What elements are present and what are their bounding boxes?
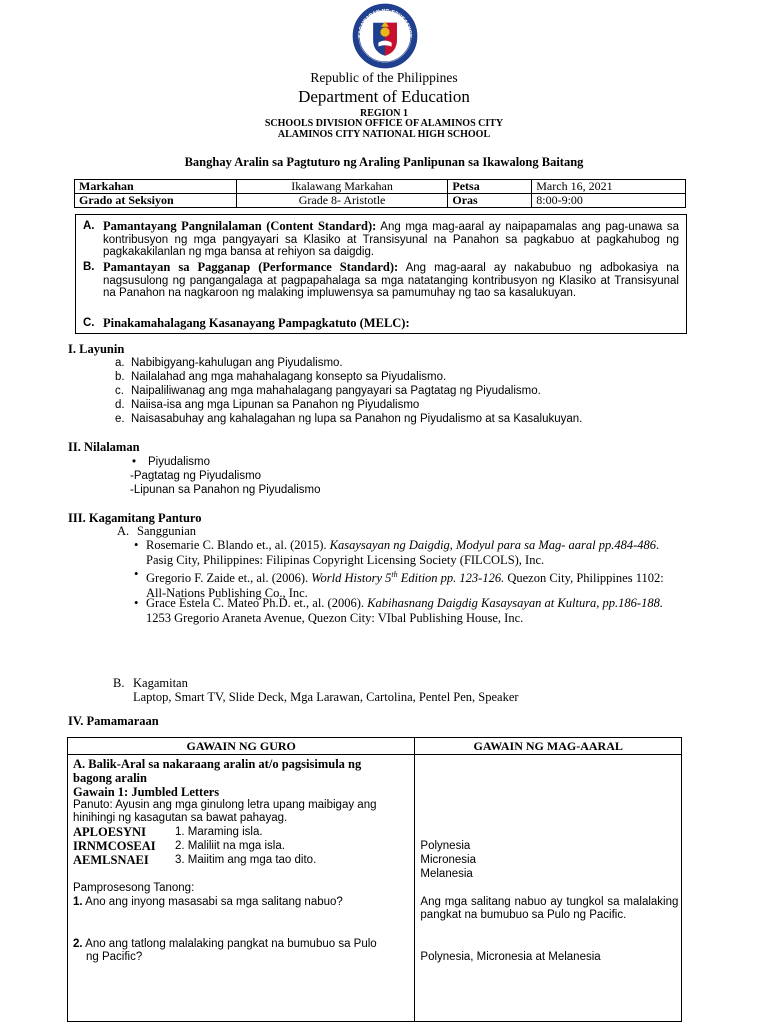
jumbled-word: APLOESYNI xyxy=(73,825,146,839)
content-standard-marker: A. xyxy=(83,220,95,232)
melc-marker: C. xyxy=(83,317,95,329)
performance-standard xyxy=(83,261,679,300)
nilalaman-sub: -Pagtatag ng Piyudalismo xyxy=(130,470,262,482)
bullet-icon: • xyxy=(132,456,137,468)
panuto-text: Panuto: Ayusin ang mga ginulong letra upang maibigay ang hinihingi ng kasagutan sa bawat pahayag. xyxy=(73,799,377,824)
col-header-guro: GAWAIN NG GURO xyxy=(68,738,415,755)
kagamitan-panturo-heading: III. Kagamitang Panturo xyxy=(68,511,202,525)
guro-cell xyxy=(68,755,415,1022)
balik-aral-line1: A. Balik-Aral sa nakaraang aralin at/o pagsisimula ng xyxy=(73,757,362,771)
answer-1: Ang mga salitang nabuo ay tungkol sa malalaking pangkat na bumubuo sa Pulo ng Pacific. xyxy=(420,896,679,922)
balik-aral-line2: bagong aralin xyxy=(73,771,147,785)
question-2-line2: ng Pacific? xyxy=(86,951,143,963)
content-standard-text: Ang mga mag-aaral ay naipapamalas ang pag-unawa sa kontribusyon ng mga pangyayari sa Klasiko at Transisyunal na Panahon sa pagkabuo at pagkahubog ng pagkakakilanlan ng mga bansa at rehiyon sa daigdig. xyxy=(103,221,679,259)
seal-ring-bottom: REPUBLIKA NG PILIPINAS xyxy=(366,48,404,61)
oras-label: Oras xyxy=(448,194,532,208)
region-line: REGION 1 xyxy=(359,108,409,119)
petsa-value: March 16, 2021 xyxy=(532,180,686,194)
layunin-item: c. Naipaliliwanag ang mga mahahalagang pangyayari sa Pagtatag ng Piyudalismo. xyxy=(115,385,541,397)
jumbled-word: IRNMCOSEAI xyxy=(73,839,156,853)
petsa-label: Petsa xyxy=(448,180,532,194)
jumbled-clue: 3. Maiitim ang mga tao dito. xyxy=(175,854,317,866)
nilalaman-main: • Piyudalismo xyxy=(132,456,210,468)
sanggunian-label: A. Sanggunian xyxy=(117,524,197,538)
answer-2: Polynesia, Micronesia at Melanesia xyxy=(420,951,601,963)
content-standard xyxy=(83,220,679,259)
bullet-icon: • xyxy=(134,567,139,581)
reference-item: • Gregorio F. Zaide et., al. (2006). World History 5th Edition pp. 123-126. Quezon City, Philippines 1102: All-Nations Publishing Co., Inc. xyxy=(134,567,664,601)
reference-item: • Grace Estela C. Mateo Ph.D. et., al. (2006). Kabihasnang Daigdig Kasaysayan at Kultura, pp.186-188. 1253 Gregorio Araneta Avenue, Quezon City: VIbal Publishing House, Inc. xyxy=(134,596,663,625)
layunin-item: e. Naisasabuhay ang kahalagahan ng lupa sa Panahon ng Piyudalismo at sa Kasalukuyan. xyxy=(115,413,583,425)
standards-box xyxy=(75,214,687,334)
content-standard-heading: Pamantayang Pangnilalaman (Content Standard): xyxy=(103,219,377,233)
division-line: SCHOOLS DIVISION OFFICE OF ALAMINOS CITY xyxy=(264,118,504,129)
lesson-plan-title: Banghay Aralin sa Pagtuturo ng Araling Panlipunan sa Ikawalong Baitang xyxy=(184,155,584,169)
layunin-item: b. Nailalahad ang mga mahahalagang konsepto sa Piyudalismo. xyxy=(115,371,447,383)
bullet-icon: • xyxy=(134,596,139,610)
performance-standard-text: Ang mag-aaral ay nakabubuo ng adbokasiya na nagsusulong ng pangangalaga at pagpapahalaga sa mga natatanging kontribusyon ng Klasiko at Transisyunal na Panahon na nagkaroon ng malaking impluwensya sa pamumuhay ng tao sa kasalukuyan. xyxy=(103,262,679,300)
pamprosesong-label: Pamprosesong Tanong: xyxy=(73,882,195,894)
info-table xyxy=(74,179,686,208)
info-row-markahan xyxy=(75,180,686,194)
bullet-icon: • xyxy=(134,538,139,552)
magaaral-cell xyxy=(415,755,682,1022)
school-line: ALAMINOS CITY NATIONAL HIGH SCHOOL xyxy=(277,129,491,140)
col-header-magaaral: GAWAIN NG MAG-AARAL xyxy=(415,738,682,755)
layunin-item: a. Nabibigyang-kahulugan ang Piyudalismo. xyxy=(115,357,343,369)
oras-value: 8:00-9:00 xyxy=(532,194,686,208)
grado-label: Grado at Seksiyon xyxy=(75,194,237,208)
markahan-label: Markahan xyxy=(75,180,237,194)
gawain-title: Gawain 1: Jumbled Letters xyxy=(73,785,220,799)
jumbled-clue: 1. Maraming isla. xyxy=(175,826,263,838)
markahan-value: Ikalawang Markahan xyxy=(236,180,448,194)
jumbled-clue: 2. Maliliit na mga isla. xyxy=(175,840,285,852)
melc-heading: Pinakamahalagang Kasanayang Pampagkatuto (MELC): xyxy=(103,316,410,330)
seal-sun-icon xyxy=(380,27,389,36)
department-title: Department of Education xyxy=(298,87,470,106)
pamamaraan-table xyxy=(67,737,682,1022)
performance-standard-heading: Pamantayan sa Pagganap (Performance Standard): xyxy=(103,260,399,274)
answer-word: Micronesia xyxy=(420,854,477,866)
question-1: 1. Ano ang inyong masasabi sa mga salitang nabuo? xyxy=(73,896,343,908)
nilalaman-heading: II. Nilalaman xyxy=(68,440,140,454)
question-2-line1: 2. Ano ang tatlong malalaking pangkat na bumubuo sa Pulo xyxy=(73,938,377,950)
melc xyxy=(83,317,679,331)
layunin-heading: I. Layunin xyxy=(68,342,125,356)
kagamitan-label: B. Kagamitan xyxy=(113,676,188,690)
seal-ring-top: KAGAWARAN NG EDUKASYON xyxy=(358,9,412,38)
nilalaman-sub: -Lipunan sa Panahon ng Piyudalismo xyxy=(130,484,321,496)
kagamitan-items: Laptop, Smart TV, Slide Deck, Mga Larawan, Cartolina, Pentel Pen, Speaker xyxy=(133,690,519,704)
answer-word: Polynesia xyxy=(420,840,471,852)
jumbled-word: AEMLSNAEI xyxy=(73,853,149,867)
layunin-item: d. Naiisa-isa ang mga Lipunan sa Panahon ng Piyudalismo xyxy=(115,399,420,411)
info-row-grado xyxy=(75,194,686,208)
answer-word: Melanesia xyxy=(420,868,473,880)
reference-item: • Rosemarie C. Blando et., al. (2015). Kasaysayan ng Daigdig, Modyul para sa Mag- aaral pp.484-486. Pasig City, Philippines: Filipinas Copyright Licensing Society (FILCOLS), Inc. xyxy=(134,538,660,567)
grado-value: Grade 8- Aristotle xyxy=(236,194,448,208)
deped-seal xyxy=(352,3,418,69)
performance-standard-marker: B. xyxy=(83,261,95,273)
pamamaraan-heading: IV. Pamamaraan xyxy=(68,714,159,728)
republic-line: Republic of the Philippines xyxy=(310,70,458,85)
